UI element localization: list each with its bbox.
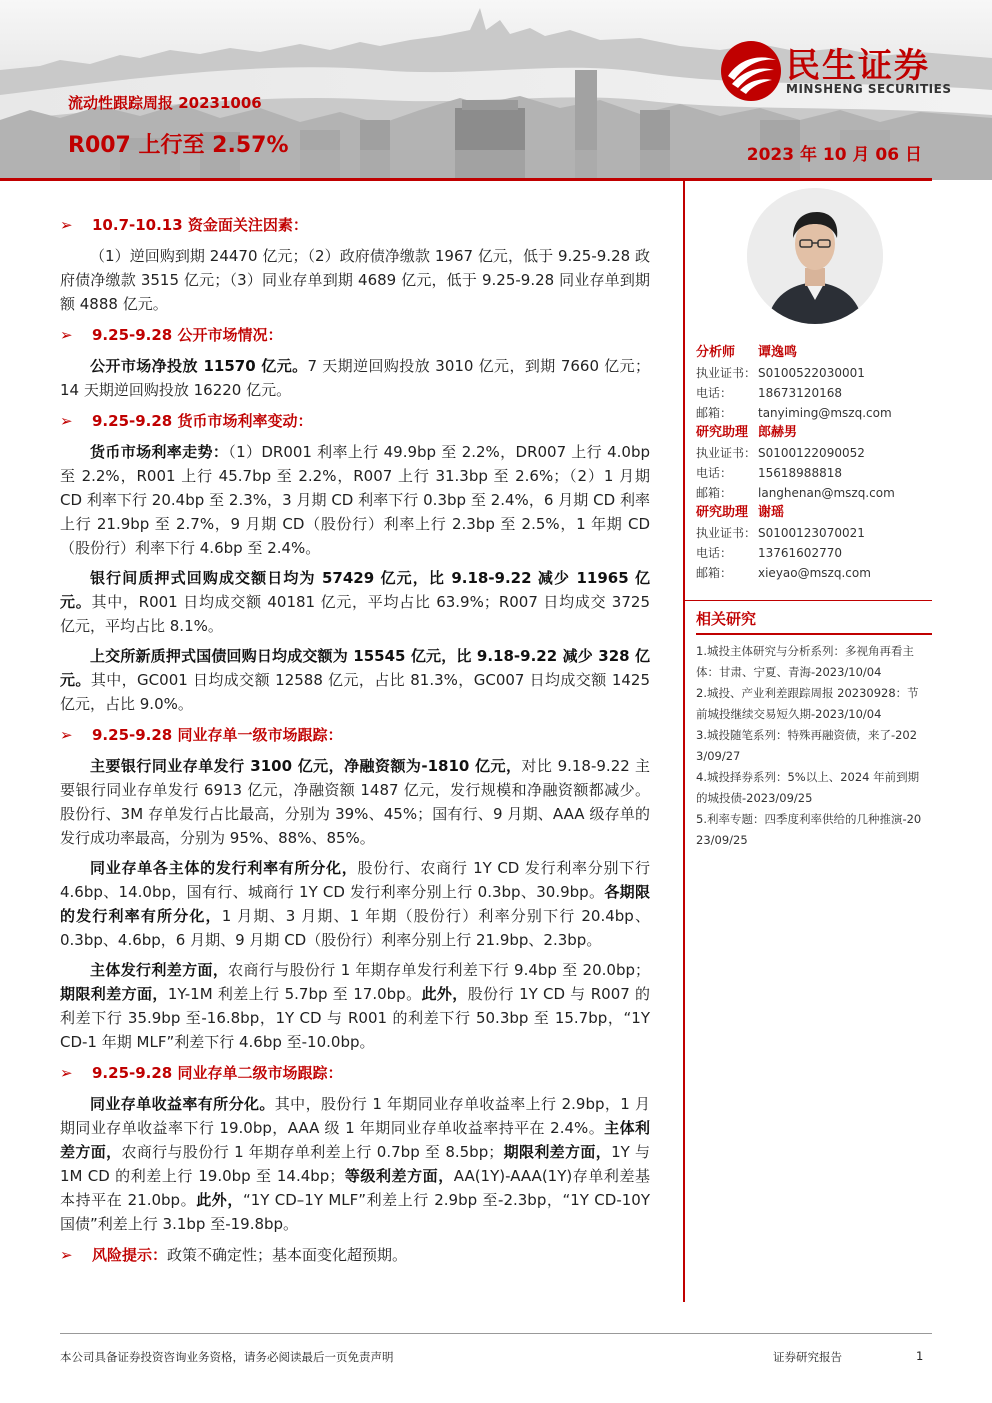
arrow-bullet-icon: ➢ — [60, 726, 73, 744]
text-run: 1Y 与 1M CD 的利差上行 19.0bp 至 14.4bp； — [60, 1143, 650, 1185]
analyst-phone-value: 15618988818 — [758, 466, 842, 480]
text-run: 农商行与股份行 1 年期存单发行利差下行 9.4bp 至 20.0bp； — [228, 961, 650, 979]
analyst-cert-value: S0100123070021 — [758, 526, 865, 540]
logo-text-cn: 民生证券 — [786, 46, 930, 86]
header-banner — [0, 0, 992, 180]
text-run: 1 月期、3 月期、1 年期（股份行）利率分别下行 20.4bp、0.3bp、4.6bp，6 月期、9 月期 CD（股份行）利率分别上行 21.9bp、2.3bp。 — [60, 907, 650, 949]
text-run: 1Y-1M 利差上行 5.7bp 至 17.0bp。 — [167, 985, 422, 1003]
section-paragraph — [60, 958, 650, 1054]
text-run: （1）DR001 利率上行 49.9bp 至 2.2%，DR007 上行 4.0bp 至 2.2%，R001 上行 45.7bp 至 2.2%，R007 上行 31.3bp 至 2.6%；（2）1 月期 CD 利率下行 20.4bp 至 2.3%，3 月期 CD 利率下行 0.3bp 至 2.4%，6 月期 CD 利率上行 21.9bp 至 2.7%，9 月期 CD（股份行）利率上行 2.3bp 至 2.5%，1 年期 CD（股份行）利率下行 4.6bp 至 2.4%。 — [60, 443, 650, 557]
bold-text-run: 上交所新质押式国债回购日均成交额为 15545 亿元，比 9.18-9.22 减少 328 亿元。 — [60, 647, 650, 689]
related-research — [696, 608, 932, 851]
analyst-role-row — [696, 503, 932, 523]
text-run: 其中，GC001 日均成交额 12588 亿元，占比 81.3%，GC007 日均成交额 1425 亿元，占比 9.0%。 — [60, 671, 650, 713]
bold-text-run: 此外， — [196, 1191, 243, 1209]
analyst-cert-value: S0100122090052 — [758, 446, 865, 460]
arrow-bullet-icon: ➢ — [60, 1064, 73, 1082]
report-date: 2023 年 10 月 06 日 — [746, 145, 922, 165]
bold-text-run: 等级利差方面， — [344, 1167, 454, 1185]
text-run: AA(1Y)-AAA(1Y)存单利差基本持平在 21.0bp。 — [60, 1167, 650, 1209]
related-research-item-line[interactable]: 2.城投、产业利差跟踪周报 20230928：节 — [696, 686, 919, 700]
text-run: （1）逆回购到期 24470 亿元；（2）政府债净缴款 1967 亿元，低于 9.25-9.28 政府债净缴款 3515 亿元；（3）同业存单到期 4689 亿元，低于 9.25-9.28 同业存单到期额 4888 亿元。 — [60, 247, 650, 313]
analyst-phone-row — [696, 383, 932, 403]
arrow-bullet-icon: ➢ — [60, 326, 73, 344]
text-run: 对比 9.18-9.22 主要银行同业存单发行 6913 亿元，净融资额 1487 亿元，发行规模和净融资额都减少。股份行、3M 存单发行占比最高，分别为 39%、45%；国有行、9 月期、AAA 级存单的发行成功率最高，分别为 95%、88%、85%。 — [60, 757, 651, 847]
section-heading-row — [60, 1060, 650, 1086]
analyst-email-label: 邮箱： — [696, 566, 733, 580]
text-run: 股份行、农商行 1Y CD 发行利率分别下行 4.6bp、14.0bp，国有行、城商行 1Y CD 发行利率分别上行 0.3bp、30.9bp。 — [60, 859, 650, 901]
analyst-email-value[interactable]: xieyao@mszq.com — [758, 566, 871, 580]
analyst-cert-label: 执业证书： — [696, 366, 757, 380]
analyst-role-label: 研究助理 — [696, 425, 749, 440]
text-run: 其中，股份行 1 年期同业存单收益率上行 2.9bp，1 月期同业存单收益率下行 19.0bp，AAA 级 1 年期同业存单收益率持平在 2.4%。 — [60, 1095, 650, 1137]
analyst-role-label: 研究助理 — [696, 505, 749, 520]
analyst-role-value: 谭逸鸣 — [758, 345, 798, 360]
analyst-phone-label: 电话： — [696, 546, 733, 560]
analyst-email-value[interactable]: langhenan@mszq.com — [758, 486, 895, 500]
bold-text-run: 各期限的发行利率有所分化， — [60, 883, 650, 925]
report-series: 流动性跟踪周报 20231006 — [68, 94, 262, 112]
analyst-email-row — [696, 483, 932, 503]
related-research-item-line[interactable]: 体：甘肃、宁夏、青海-2023/10/04 — [696, 665, 882, 679]
text-run: 股份行 1Y CD 与 R007 的利差下行 35.9bp 至-16.8bp，1Y CD 与 R001 的利差下行 50.3bp 至 15.7bp，“1Y CD-1 年期 MLF”利差下行 4.6bp 至-10.0bp。 — [60, 985, 650, 1051]
section-heading-row — [60, 408, 650, 434]
analyst-role-value: 谢瑶 — [758, 505, 785, 520]
analyst-cert-label: 执业证书： — [696, 446, 757, 460]
analyst-cert-row — [696, 443, 932, 463]
bold-text-run: 主体利差方面， — [60, 1119, 650, 1161]
related-research-item-line[interactable]: 前城投继续交易短久期-2023/10/04 — [696, 707, 882, 721]
analyst-email-row — [696, 563, 932, 583]
section-heading-row — [60, 212, 650, 238]
sidebar-divider — [684, 600, 932, 601]
summary-body — [60, 206, 650, 1268]
minsheng-logo-icon — [720, 40, 782, 102]
bold-text-run: 期限利差方面， — [60, 985, 168, 1003]
bold-text-run: 此外， — [421, 985, 468, 1003]
text-run: 其中，R001 日均成交额 40181 亿元，平均占比 63.9%；R007 日均成交 3725 亿元，平均占比 8.1%。 — [60, 593, 650, 635]
analyst-email-row — [696, 403, 932, 423]
risk-label: 风险提示： — [92, 1246, 168, 1264]
section-paragraph — [60, 644, 650, 716]
analyst-cert-label: 执业证书： — [696, 526, 757, 540]
related-research-item-line[interactable]: 5.利率专题：四季度利率供给的几种推演-20 — [696, 812, 922, 826]
bold-text-run: 同业存单各主体的发行利率有所分化， — [90, 859, 358, 877]
section-paragraph — [60, 856, 650, 952]
analyst-phone-label: 电话： — [696, 466, 733, 480]
related-research-item-line[interactable]: 23/09/25 — [696, 833, 748, 847]
footer-disclaimer: 本公司具备证券投资咨询业务资格，请务必阅读最后一页免责声明 — [60, 1350, 394, 1364]
analyst-cert-value: S0100522030001 — [758, 366, 865, 380]
analyst-phone-label: 电话： — [696, 386, 733, 400]
text-run: 7 天期逆回购投放 3010 亿元，到期 7660 亿元；14 天期逆回购投放 16220 亿元。 — [60, 357, 651, 399]
risk-text: 政策不确定性；基本面变化超预期。 — [167, 1246, 408, 1264]
analyst-phone-row — [696, 463, 932, 483]
analyst-phone-row — [696, 543, 932, 563]
related-research-list — [696, 641, 932, 851]
analyst-phone-value: 13761602770 — [758, 546, 842, 560]
analyst-role-row — [696, 343, 932, 363]
section-heading-row — [60, 322, 650, 348]
section-heading: 9.25-9.28 公开市场情况： — [92, 326, 283, 344]
bold-text-run: 货币市场利率走势： — [90, 443, 229, 461]
related-research-item-line[interactable]: 的城投债-2023/09/25 — [696, 791, 813, 805]
arrow-bullet-icon: ➢ — [60, 1246, 73, 1264]
section-paragraph — [60, 354, 650, 402]
analyst-avatar — [747, 188, 883, 324]
footer-report-type: 证券研究报告 — [773, 1350, 842, 1364]
analyst-email-value[interactable]: tanyiming@mszq.com — [758, 406, 892, 420]
arrow-bullet-icon: ➢ — [60, 412, 73, 430]
related-research-item-line[interactable]: 3.城投随笔系列：特殊再融资债，来了-202 — [696, 728, 918, 742]
section-heading: 10.7-10.13 资金面关注因素： — [92, 216, 308, 234]
related-research-heading: 相关研究 — [696, 608, 932, 635]
bold-text-run: 主体发行利差方面， — [90, 961, 229, 979]
logo-text-en: MINSHENG SECURITIES — [786, 82, 952, 96]
text-run: “1Y CD–1Y MLF”利差上行 2.9bp 至-2.3bp，“1Y CD-10Y 国债”利差上行 3.1bp 至-19.8bp。 — [60, 1191, 650, 1233]
bold-text-run: 期限利差方面， — [503, 1143, 612, 1161]
analyst-role-row — [696, 423, 932, 443]
analyst-cert-row — [696, 363, 932, 383]
report-title: R007 上行至 2.57% — [68, 133, 289, 158]
section-heading: 9.25-9.28 同业存单二级市场跟踪： — [92, 1064, 343, 1082]
section-heading: 9.25-9.28 同业存单一级市场跟踪： — [92, 726, 343, 744]
related-research-item-line[interactable]: 3/09/27 — [696, 749, 741, 763]
text-run: 农商行与股份行 1 年期存单利差上行 0.7bp 至 8.5bp； — [121, 1143, 504, 1161]
header-divider — [0, 178, 932, 181]
section-paragraph — [60, 244, 650, 316]
column-divider — [683, 181, 685, 1302]
section-heading: 9.25-9.28 货币市场利率变动： — [92, 412, 313, 430]
section-paragraph — [60, 566, 650, 638]
section-paragraph — [60, 1092, 650, 1236]
risk-row — [60, 1242, 650, 1268]
section-paragraph — [60, 440, 650, 560]
bold-text-run: 银行间质押式回购成交额日均为 57429 亿元，比 9.18-9.22 减少 11965 亿元。 — [60, 569, 650, 611]
arrow-bullet-icon: ➢ — [60, 216, 73, 234]
footer-divider — [60, 1333, 932, 1334]
section-heading-row — [60, 722, 650, 748]
analyst-cert-row — [696, 523, 932, 543]
related-research-item-line[interactable]: 4.城投择券系列：5%以上、2024 年前到期 — [696, 770, 920, 784]
bold-text-run: 同业存单收益率有所分化。 — [90, 1095, 275, 1113]
bold-text-run: 主要银行同业存单发行 3100 亿元，净融资额为-1810 亿元， — [90, 757, 522, 775]
analyst-role-value: 郎赫男 — [758, 425, 798, 440]
analyst-phone-value: 18673120168 — [758, 386, 842, 400]
page-number: 1 — [916, 1349, 924, 1363]
company-logo — [720, 36, 970, 106]
analyst-role-label: 分析师 — [696, 345, 736, 360]
analyst-email-label: 邮箱： — [696, 406, 733, 420]
section-paragraph — [60, 754, 650, 850]
analyst-list — [696, 343, 932, 583]
analyst-email-label: 邮箱： — [696, 486, 733, 500]
bold-text-run: 公开市场净投放 11570 亿元。 — [90, 357, 308, 375]
related-research-item-line[interactable]: 1.城投主体研究与分析系列：多视角再看主 — [696, 644, 914, 658]
